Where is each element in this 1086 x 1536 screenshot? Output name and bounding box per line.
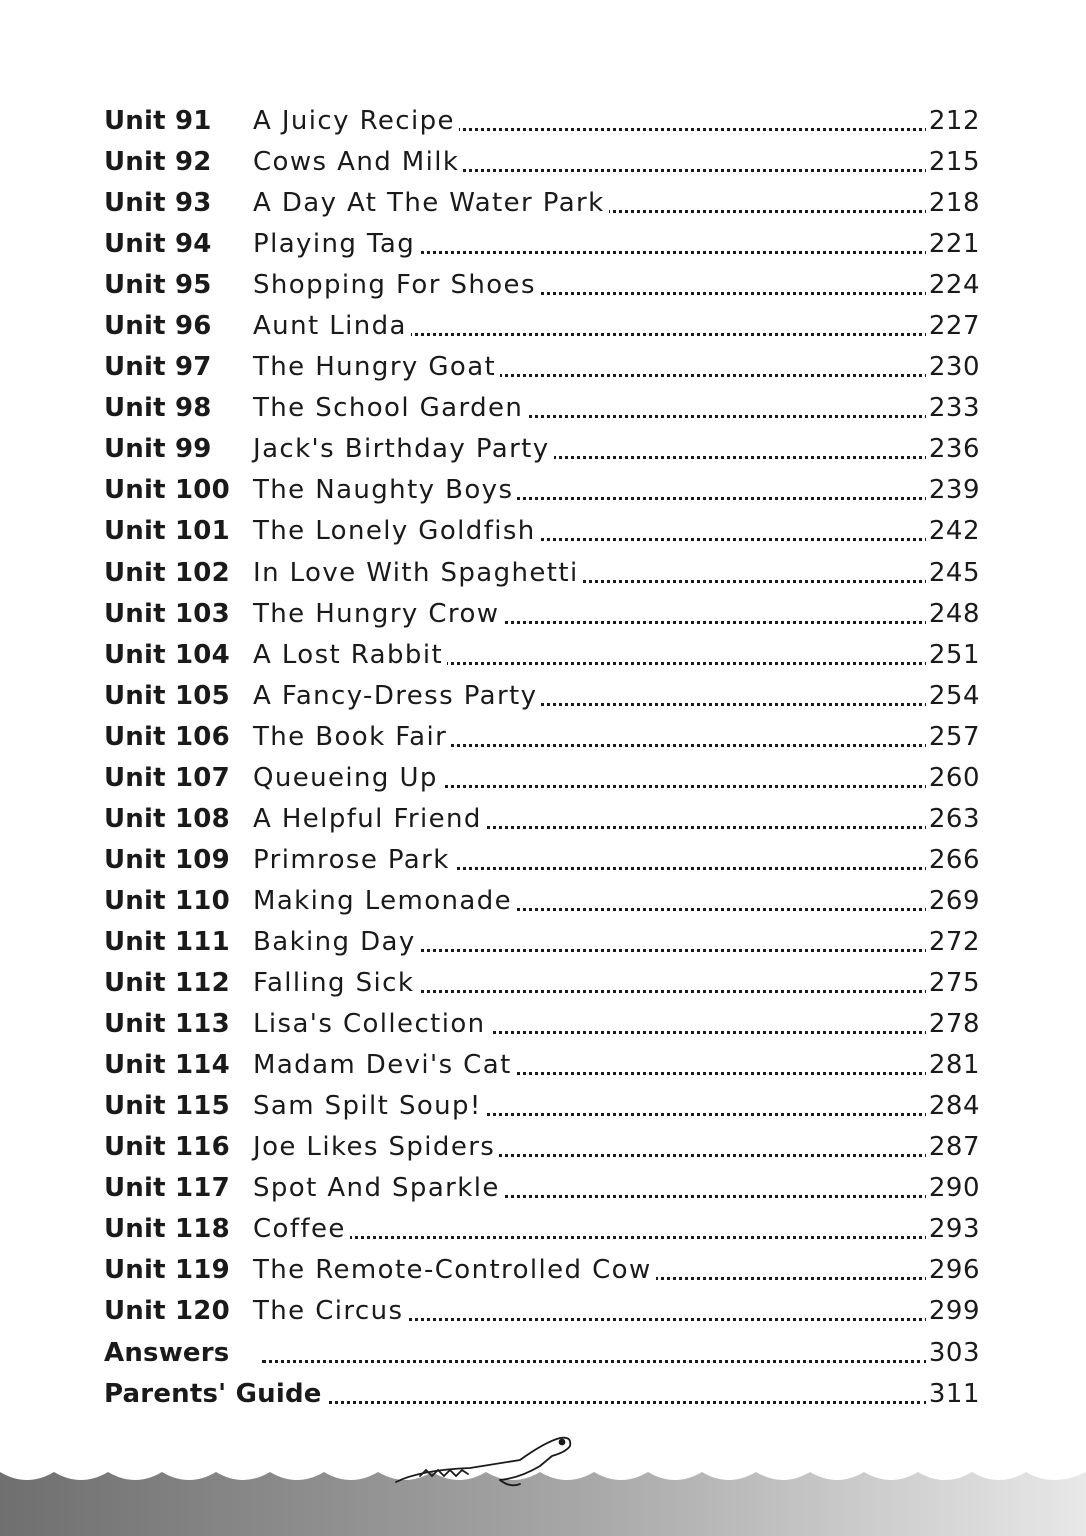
unit-number: Unit 100 — [104, 475, 230, 506]
toc-row[interactable] — [104, 922, 980, 963]
unit-number: Unit 91 — [104, 106, 212, 136]
toc-row[interactable] — [104, 1086, 980, 1127]
wave-band — [0, 1472, 1086, 1536]
page-number: 233 — [926, 388, 980, 429]
page-number: 236 — [926, 429, 980, 470]
page-number: 239 — [926, 470, 980, 511]
toc-row[interactable] — [104, 799, 980, 840]
unit-title: Shopping For Shoes — [253, 265, 540, 306]
unit-number: Unit 116 — [104, 1132, 230, 1163]
toc-row[interactable] — [104, 183, 980, 224]
unit-title: Primrose Park — [253, 840, 454, 881]
unit-title: Aunt Linda — [253, 306, 411, 347]
toc-row[interactable] — [104, 1250, 980, 1291]
dot-leader — [304, 1401, 928, 1404]
toc-row[interactable] — [104, 388, 980, 429]
page-number: 275 — [926, 963, 980, 1004]
unit-title: A Juicy Recipe — [253, 101, 459, 142]
unit-title: Cows And Milk — [253, 142, 463, 183]
page-number: 230 — [926, 347, 980, 388]
unit-number: Unit 118 — [104, 1214, 230, 1245]
unit-title: The Book Fair — [253, 717, 451, 758]
parents-guide-page-number: 311 — [926, 1374, 980, 1415]
toc-row[interactable] — [104, 511, 980, 552]
unit-title: The Naughty Boys — [253, 470, 517, 511]
unit-number: Unit 97 — [104, 352, 212, 383]
toc-row[interactable] — [104, 429, 980, 470]
unit-title: Baking Day — [253, 922, 420, 963]
unit-number: Unit 99 — [104, 434, 212, 465]
toc-row[interactable] — [104, 470, 980, 511]
toc-row[interactable] — [104, 553, 980, 594]
page-number: 281 — [926, 1045, 980, 1086]
unit-title: Making Lemonade — [253, 881, 516, 922]
unit-title: Lisa's Collection — [253, 1004, 490, 1045]
page-number: 218 — [926, 183, 980, 224]
unit-title: The Lonely Goldfish — [253, 511, 540, 552]
unit-number: Unit 96 — [104, 311, 212, 342]
toc-row[interactable] — [104, 758, 980, 799]
unit-number: Unit 98 — [104, 393, 212, 424]
toc-row[interactable] — [104, 1168, 980, 1209]
page-number: 296 — [926, 1250, 980, 1291]
page-number: 278 — [926, 1004, 980, 1045]
toc-row[interactable] — [104, 1004, 980, 1045]
unit-title: Joe Likes Spiders — [253, 1127, 499, 1168]
toc-row[interactable] — [104, 1209, 980, 1250]
page-number: 254 — [926, 676, 980, 717]
unit-title: In Love With Spaghetti — [253, 553, 583, 594]
toc-row[interactable] — [104, 717, 980, 758]
page-number: 245 — [926, 553, 980, 594]
unit-number: Unit 110 — [104, 885, 230, 916]
unit-title: A Day At The Water Park — [253, 183, 609, 224]
page-number: 263 — [926, 799, 980, 840]
page-number: 260 — [926, 758, 980, 799]
unit-title: Playing Tag — [253, 224, 419, 265]
toc-row[interactable] — [104, 101, 980, 142]
unit-title: Sam Spilt Soup! — [253, 1086, 486, 1127]
toc-row[interactable] — [104, 306, 980, 347]
toc-row[interactable] — [104, 881, 980, 922]
toc-row[interactable] — [104, 1045, 980, 1086]
page-number: 299 — [926, 1291, 980, 1332]
unit-number: Unit 107 — [104, 762, 230, 793]
unit-number: Unit 93 — [104, 188, 212, 219]
page-number: 251 — [926, 635, 980, 676]
page-number: 290 — [926, 1168, 980, 1209]
toc-row[interactable] — [104, 347, 980, 388]
unit-number: Unit 94 — [104, 229, 212, 260]
page-number: 227 — [926, 306, 980, 347]
unit-title: A Lost Rabbit — [253, 635, 447, 676]
unit-title: A Helpful Friend — [253, 799, 486, 840]
unit-title: Madam Devi's Cat — [253, 1045, 516, 1086]
dot-leader — [254, 1236, 928, 1239]
page-number: 248 — [926, 594, 980, 635]
unit-title: Spot And Sparkle — [253, 1168, 504, 1209]
unit-number: Unit 103 — [104, 598, 230, 629]
page-number: 221 — [926, 224, 980, 265]
unit-number: Unit 109 — [104, 844, 230, 875]
answers-page-number: 303 — [926, 1333, 980, 1374]
unit-number: Unit 119 — [104, 1255, 230, 1286]
answers-label: Answers — [104, 1337, 230, 1368]
toc-row[interactable] — [104, 840, 980, 881]
unit-number: Unit 105 — [104, 680, 230, 711]
unit-number: Unit 120 — [104, 1296, 230, 1327]
table-of-contents — [104, 101, 980, 1332]
page-number: 215 — [926, 142, 980, 183]
page-number: 212 — [926, 101, 980, 142]
page-number: 224 — [926, 265, 980, 306]
unit-title: Coffee — [253, 1209, 350, 1250]
page-number: 272 — [926, 922, 980, 963]
unit-title: The Hungry Goat — [253, 347, 500, 388]
page-number: 287 — [926, 1127, 980, 1168]
unit-number: Unit 95 — [104, 270, 212, 301]
dot-leader — [262, 1360, 928, 1363]
toc-row[interactable] — [104, 1127, 980, 1168]
unit-title: Queueing Up — [253, 758, 442, 799]
toc-row-parents-guide[interactable] — [104, 1374, 980, 1415]
toc-row[interactable] — [104, 676, 980, 717]
unit-title: The Hungry Crow — [253, 594, 503, 635]
unit-title: The School Garden — [253, 388, 527, 429]
unit-title: Falling Sick — [253, 963, 418, 1004]
toc-row[interactable] — [104, 594, 980, 635]
unit-number: Unit 117 — [104, 1173, 230, 1204]
unit-number: Unit 113 — [104, 1009, 230, 1040]
page-number: 293 — [926, 1209, 980, 1250]
page-number: 269 — [926, 881, 980, 922]
unit-number: Unit 92 — [104, 147, 212, 178]
toc-row-answers[interactable] — [104, 1333, 980, 1374]
unit-title: The Circus — [253, 1291, 407, 1332]
wave-footer — [0, 1430, 1086, 1536]
toc-row[interactable] — [104, 1291, 980, 1332]
toc-row[interactable] — [104, 635, 980, 676]
unit-title: Jack's Birthday Party — [253, 429, 554, 470]
unit-number: Unit 111 — [104, 926, 230, 957]
unit-number: Unit 115 — [104, 1091, 230, 1122]
unit-number: Unit 108 — [104, 803, 230, 834]
unit-number: Unit 104 — [104, 639, 230, 670]
page-number: 284 — [926, 1086, 980, 1127]
toc-row[interactable] — [104, 265, 980, 306]
unit-title: The Remote-Controlled Cow — [253, 1250, 656, 1291]
unit-number: Unit 112 — [104, 967, 230, 998]
parents-guide-label: Parents' Guide — [104, 1374, 326, 1415]
toc-row[interactable] — [104, 142, 980, 183]
unit-title: A Fancy-Dress Party — [253, 676, 541, 717]
unit-number: Unit 101 — [104, 516, 230, 547]
toc-row[interactable] — [104, 963, 980, 1004]
page-number: 257 — [926, 717, 980, 758]
toc-row[interactable] — [104, 224, 980, 265]
unit-number: Unit 102 — [104, 557, 230, 588]
unit-number: Unit 106 — [104, 721, 230, 752]
page-number: 266 — [926, 840, 980, 881]
page-number: 242 — [926, 511, 980, 552]
unit-number: Unit 114 — [104, 1050, 230, 1081]
